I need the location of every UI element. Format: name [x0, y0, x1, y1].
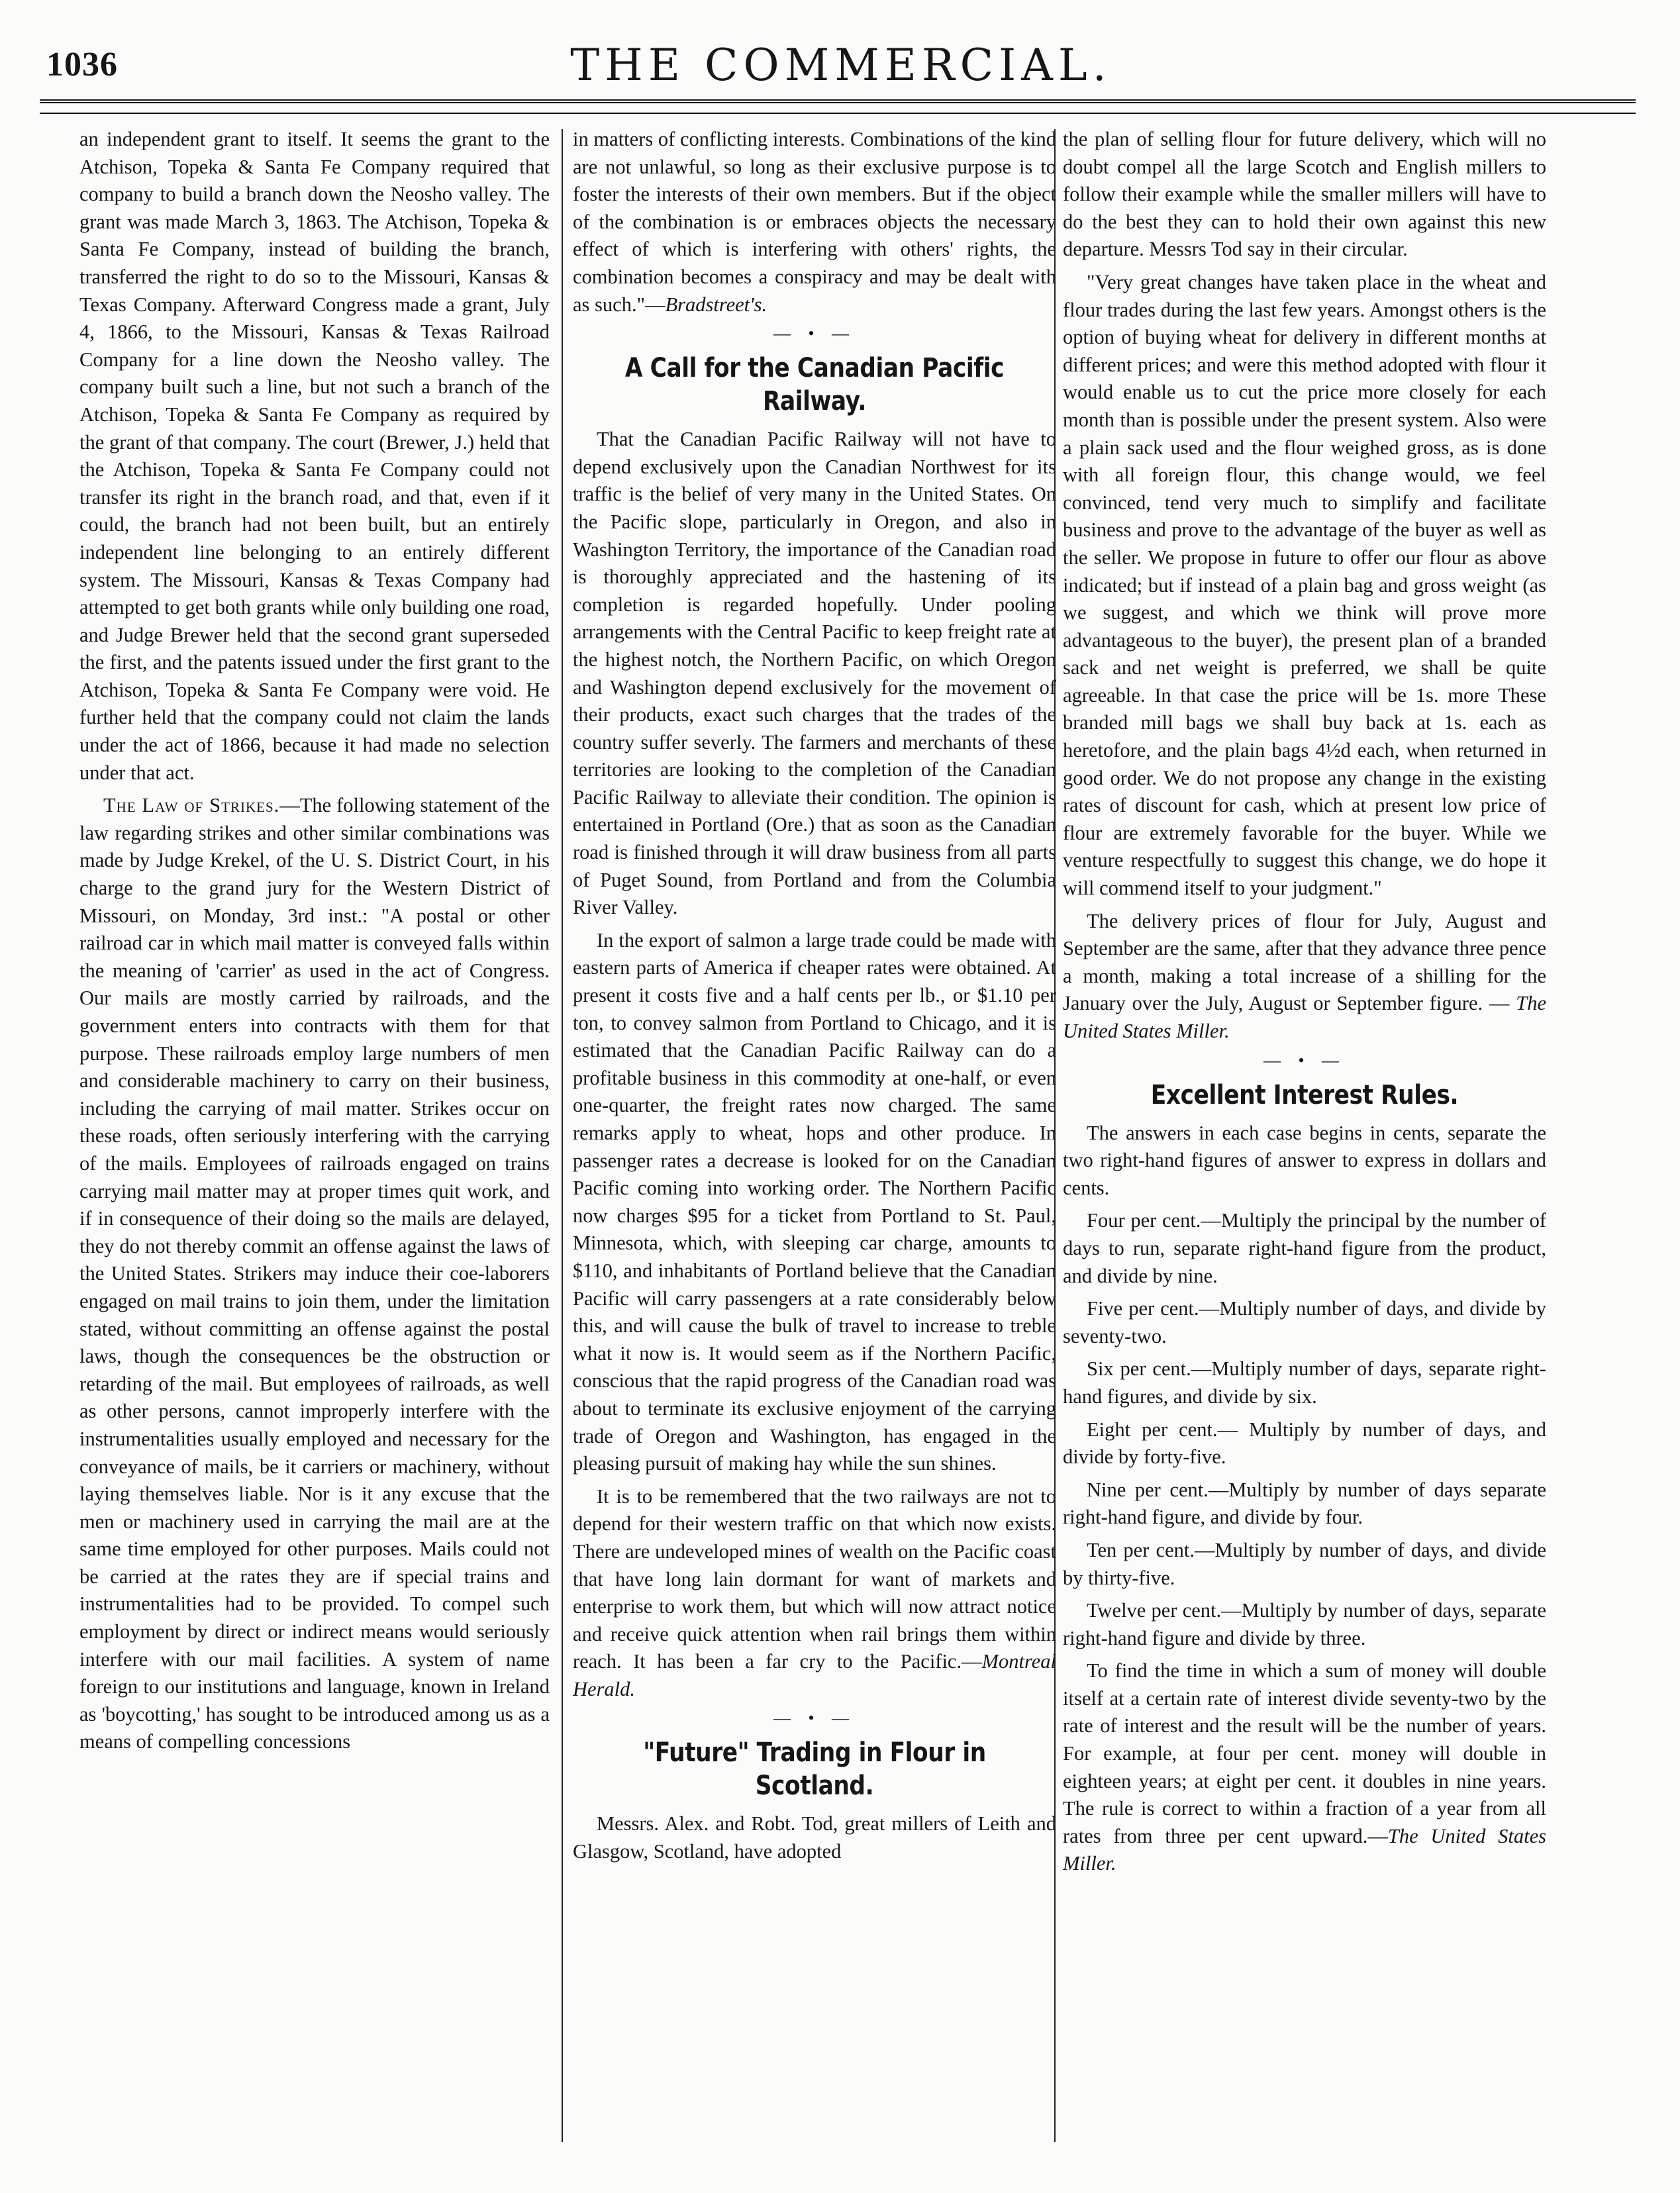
paragraph [79, 126, 550, 787]
article-separator: — • — [1263, 1050, 1346, 1070]
source-credit: The United States Miller. [1063, 992, 1546, 1042]
paragraph [1063, 1597, 1546, 1652]
paragraph [573, 1810, 1056, 1865]
paragraph [573, 126, 1056, 318]
column-divider [1054, 129, 1056, 2142]
paragraph [1063, 1207, 1546, 1290]
paragraph-text: That the Canadian Pacific Railway will not have to depend exclusively upon the Canadian Northwest for its traffic is the belief of very many in the United States. On the Pacific slope, particularly in Oregon, and also in Washington Territory, the importance of the Canadian road is thoroughly appreciated and the hastening of its completion is regarded hopefully. Under pooling arrangements with the Central Pacific to keep freight rate at the highest notch, the Northern Pacific, on which Oregon and Washington depend exclusively for the movement of their products, exact such charges that the trades of the country suffer severly. The farmers and merchants of these territories are looking to the completion of the Canadian Pacific Railway to alleviate their condition. The opinion is entertained in Portland (Ore.) that as soon as the Canadian road is finished through it will draw business from all parts of Puget Sound, from Portland and from the Columbia River Valley. [573, 428, 1056, 919]
article-headline: A Call for the Canadian Pacific Railway. [624, 353, 1005, 417]
paragraph-text: Six per cent.—Multiply number of days, separate right-hand figures, and divide by six. [1063, 1357, 1546, 1408]
source-credit: Bradstreet's. [665, 293, 767, 316]
paragraph-text: Twelve per cent.—Multiply by number of days, separate right-hand figure and divide by three. [1063, 1599, 1546, 1649]
paragraph-text: The delivery prices of flour for July, August and September are the same, after that they advance three pence a month, making a total increase of a shilling for the January over the July, August or September figure. — [1063, 909, 1546, 1015]
paragraph [1063, 1537, 1546, 1592]
paragraph-text: the plan of selling flour for future delivery, which will no doubt compel all the large Scotch and English millers to follow their example while the smaller millers will have to do the best they can to hold their own against this new departure. Messrs Tod say in their circular. [1063, 128, 1546, 261]
paragraph-text: In the export of salmon a large trade could be made with eastern parts of America if cheaper rates were obtained. At present it costs five and a half cents per lb., or $1.10 per ton, to convey salmon from Portland to Chicago, and it is estimated that the Canadian Pacific Railway can do a profitable business in this commodity at one-half, or even one-quarter, the freight rates now charged. The same remarks apply to wheat, hops and other produce. In passenger rates a decrease is looked for on the Canadian Pacific coming into working order. The Northern Pacific now charges $95 for a ticket from Portland to St. Paul, Minnesota, which, with sleeping car charge, amounts to $110, and inhabitants of Portland believe that the Canadian Pacific will carry passengers at a rate considerably below this, and will cause the bulk of travel to increase to treble what it now is. It would seem as if the Northern Pacific, conscious that the rapid progress of the Canadian road was about to terminate its exclusive enjoyment of the carrying trade of Oregon and Washington, has engaged in the pleasing pursuit of making hay while the sun shines. [573, 928, 1056, 1475]
paragraph [1063, 269, 1546, 902]
paragraph-text: The answers in each case begins in cents, separate the two right-hand figures of answer to express in dollars and cents. [1063, 1121, 1546, 1199]
paragraph-text: Nine per cent.—Multiply by number of days separate right-hand figure, and divide by four. [1063, 1478, 1546, 1529]
article-separator: — • — [773, 324, 856, 344]
paragraph [1063, 1355, 1546, 1410]
source-credit: Montreal Herald. [573, 1650, 1056, 1700]
paragraph [1063, 1657, 1546, 1878]
article-headline: Excellent Interest Rules. [1150, 1079, 1459, 1110]
header-rule-thin [40, 113, 1636, 114]
column-divider [562, 129, 563, 2142]
source-credit: The United States Miller. [1063, 1824, 1546, 1875]
header-rule [40, 99, 1636, 103]
article-headline: "Future" Trading in Flour in Scotland. [643, 1737, 986, 1802]
paragraph [79, 792, 550, 1756]
paragraph [573, 927, 1056, 1478]
paragraph-text: "Very great changes have taken place in the wheat and flour trades during the last few years. Amongst others is the option of buying wheat for delivery in different months at different prices; and were this method adopted with flour it would enable us to cut the price more closely for each month than is possible under the present system. Also were a plain sack used and the flour weighed gross, as is done with all foreign flour, this change would, we feel convinced, tend very much to simplify and facilitate business and prove to the advantage of the buyer as well as the seller. We propose in future to offer our flour as above indicated; but if instead of a plain bag and gross weight (as we suggest, and which we think will prove more advantageous to the buyer), the present plan of a branded sack and net weight is preferred, we shall be quite agreeable. In that case the price will be 1s. more These branded mill bags we shall buy back at 1s. each as heretofore, and the plain bags 4½d each, when returned in good order. We do not propose any change in the existing rates of discount for cash, which at present low price of flour are extremely favorable for the buyer. While we venture respectfully to suggest this change, we do hope it will commend itself to your judgment." [1063, 270, 1546, 900]
column-3 [1063, 126, 1546, 2165]
paragraph [573, 426, 1056, 922]
paragraph [1063, 1477, 1546, 1532]
paragraph [1063, 1416, 1546, 1471]
paragraph-text: —The following statement of the law regarding strikes and other similar combinations was made by Judge Krekel, of the U. S. District Court, in his charge to the grand jury for the Western District of Missouri, on Monday, 3rd inst.: "A postal or other railroad car in which mail matter is conveyed falls within the meaning of 'carrier' as used in the act of Congress. Our mails are mostly carried by railroads, and the government enters into contracts with them for that purpose. These railroads employ large numbers of men and considerable machinery to carry on their business, including the carrying of mail matter. Strikes occur on these roads, often seriously interfering with the carrying of the mails. Employees of railroads engaged on trains carrying mail matter may at proper times quit work, and if in consequence of their doing so the mails are delayed, they do not thereby commit an offense against the laws of the United States. Strikers may induce their coe-laborers engaged on mail trains to join them, under the limitation stated, without committing an offense against the postal laws, though the consequences be the obstruction or retarding of the mail. But employees of railroads, as well as other persons, cannot improperly interfere with the instrumentalities usually employed and necessary for the conveyance of mails, be it carriers or machinery, without laying themselves liable. Nor is it any excuse that the men or machinery used in carrying the mail are at the same time employed for other purposes. Mails could not be carried at the rates they are if special trains and instrumentalities had to be provided. To compel such employment by direct or indirect means would seriously interfere with our mail facilities. A system of name foreign to our institutions and language, known in Ireland as 'boycotting,' has sought to be introduced among us as a means of compelling concessions [79, 794, 550, 1753]
paragraph [1063, 1120, 1546, 1202]
paragraph-text: in matters of conflicting interests. Combinations of the kind are not unlawful, so long as their exclusive purpose is to foster the interests of their own members. But if the object of the combination is or embraces objects the necessary effect of which is interfering with others' rights, the combination becomes a conspiracy and may be dealt with as such."— [573, 128, 1056, 316]
journal-title: THE COMMERCIAL. [570, 40, 1112, 91]
paragraph-text: Ten per cent.—Multiply by number of days, and divide by thirty-five. [1063, 1538, 1546, 1589]
paragraph-text: Five per cent.—Multiply number of days, and divide by seventy-two. [1063, 1297, 1546, 1347]
paragraph-text: an independent grant to itself. It seems the grant to the Atchison, Topeka & Santa Fe Company required that company to build a branch down the Neosho valley. The grant was made March 3, 1863. The Atchison, Topeka & Santa Fe Company, instead of building the branch, transferred the right to do so to the Missouri, Kansas & Texas Company. Afterward Congress made a grant, July 4, 1866, to the Missouri, Kansas & Texas Railroad Company for a line down the Neosho valley. The company built such a line, but not such a branch of the Atchison, Topeka & Santa Fe Company as required by the grant of that company. The court (Brewer, J.) held that the Atchison, Topeka & Santa Fe Company could not transfer its right in the branch road, and that, even if it could, the branch had not been built, but an entirely independent line belonging to an entirely different system. The Missouri, Kansas & Texas Company had attempted to get both grants while only building one road, and Judge Brewer held that the second grant superseded the first, and the patents issued under the first grant to the Atchison, Topeka & Santa Fe Company were void. He further held that the company could not claim the lands under the act of 1866, because it had made no selection under that act. [79, 128, 550, 784]
masthead [46, 26, 1636, 106]
paragraph [573, 1483, 1056, 1704]
page-number: 1036 [46, 46, 118, 83]
article-separator: — • — [773, 1708, 856, 1728]
paragraph-text: Messrs. Alex. and Robt. Tod, great millers of Leith and Glasgow, Scotland, have adopted [573, 1812, 1056, 1863]
paragraph [1063, 908, 1546, 1046]
paragraph-lead: The Law of Strikes. [103, 794, 280, 817]
paragraph-text: Eight per cent.— Multiply by number of days, and divide by forty-five. [1063, 1418, 1546, 1469]
paragraph [1063, 126, 1546, 264]
paragraph-text: Four per cent.—Multiply the principal by the number of days to run, separate right-hand figure from the product, and divide by nine. [1063, 1209, 1546, 1287]
paragraph-text: It is to be remembered that the two railways are not to depend for their western traffic on that which now exists. There are undeveloped mines of wealth on the Pacific coast that have long lain dormant for want of markets and enterprise to work them, but which will now attract notice and receive quick attention when rail brings them within reach. It has been a far cry to the Pacific.— [573, 1485, 1056, 1673]
column-2 [573, 126, 1056, 2165]
column-1 [79, 126, 550, 2165]
paragraph-text: To find the time in which a sum of money will double itself at a certain rate of interest divide seventy-two by the rate of interest and the result will be the number of years. For example, at four per cent. money will double in eighteen years; at eight per cent. it doubles in nine years. The rule is correct to within a fraction of a year from all rates from three per cent upward.— [1063, 1659, 1546, 1847]
paragraph [1063, 1295, 1546, 1350]
